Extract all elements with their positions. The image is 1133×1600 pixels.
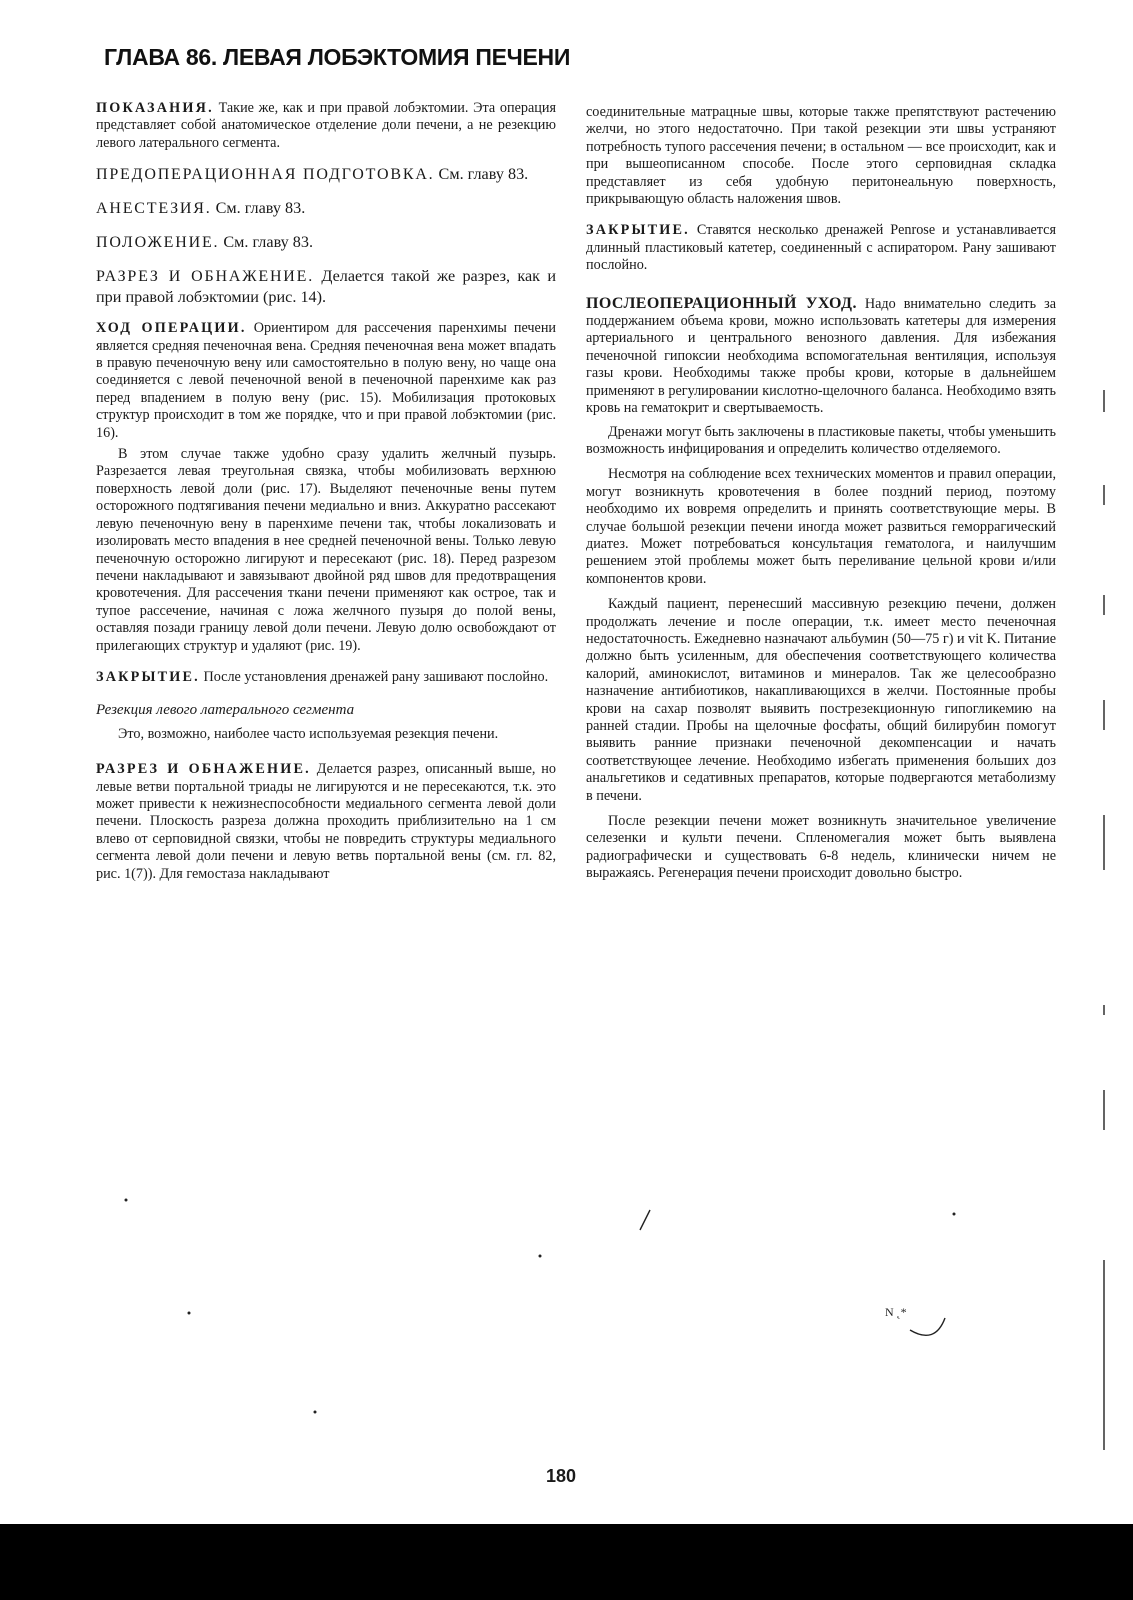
closure-right-paragraph [586,222,1056,274]
incision2-heading: РАЗРЕЗ И ОБНАЖЕНИЕ. [96,761,311,778]
prep-text: См. главу 83. [434,165,529,184]
anesthesia-heading: АНЕСТЕЗИЯ. [96,200,212,218]
position-text: См. главу 83. [219,233,314,252]
indications-heading: ПОКАЗАНИЯ. [96,100,214,116]
course-text: Ориентиром для рассечения паренхимы печени является средняя печеночная вена. Средняя печеночная вена может впадать в правую печеночную вену или самостоятельно в полую вену, но чаще она соединяется с левой печеночной веной в печеночной паренхиме как раз перед впадением в полую вену (рис. 15). Мобилизация протоковых структур происходит в том же порядке, что и при правой лобэктомии (рис. 16). [96,320,556,441]
incision2-text: Делается разрез, описанный выше, но левые ветви портальной триады не лигируются и не пересекаются, т.к. это может привести к нежизнеспособности медиального сегмента левой доли печени. Плоскость разреза должна проходить приблизительно на 1 см влево от серповидной связки, чтобы не повредить структуры медиального сегмента левой доли печени и левую ветвь портальной вены (см. гл. 82, рис. 1(7)). Для гемостаза накладывают [96,761,556,882]
spleen-paragraph: После резекции печени может возникнуть значительное увеличение селезенки и культи печени. Спленомегалия может быть выявлена радиографически и существовать 6-8 недель, клинически ничем не выражаясь. Регенерация печени происходит довольно быстро. [586,813,1056,882]
left-column [96,100,556,895]
incision-paragraph [96,266,556,307]
incision-text: Делается такой же разрез, как и при правой лобэктомии (рис. 14). [96,267,556,307]
closure-right-heading: ЗАКРЫТИЕ. [586,222,690,239]
course-heading: ХОД ОПЕРАЦИИ. [96,320,247,337]
chapter-title: ГЛАВА 86. ЛЕВАЯ ЛОБЭКТОМИЯ ПЕЧЕНИ [104,44,571,70]
position-heading: ПОЛОЖЕНИЕ. [96,234,220,252]
course-paragraph-2: В этом случае также удобно сразу удалить желчный пузырь. Разрезается левая треугольная связка, чтобы мобилизовать верхнюю поверхность левой доли (рис. 17). Выделяют печеночные вены путем осторожного подтягивания печени медиально и вниз. Аккуратно рассекают левую печеночную вену в паренхиме печени так, чтобы локализовать и изолировать место впадения в нее средней печеночной вены. Только левую печеночную осторожно лигируют и пересекают (рис. 18). Перед разрезом печени накладывают и завязывают двойной ряд швов для предотвращения кровотечения. Для рассечения ткани печени применяют как острое, так и тупое рассечение, начиная с ложа желчного пузыря до полой вены, оставляя позади границу левой доли печени. Левую долю освобождают от прилегающих структур и удаляют (рис. 19). [96,446,556,654]
prep-paragraph [96,164,556,185]
svg-text:N ˛*: N ˛* [885,1305,907,1319]
bleeding-paragraph: Несмотря на соблюдение всех технических моментов и правил операции, могут возникнуть кровотечения в более поздний период, поэтому необходимо их вовремя определить и принять соответствующие меры. В случае большой резекции печени иногда может развиться геморрагический диатез. Может потребоваться консультация гематолога, и наилучшим решением этой проблемы может быть переливание цельной крови и/или компонентов крови. [586,466,1056,587]
right-column [586,104,1056,891]
position-paragraph [96,232,556,253]
postop-paragraph [586,295,1056,418]
continued-paragraph: соединительные матрацные швы, которые также препятствуют растечению желчи, но этого недостаточно. При такой резекции эти швы устраняют потребность тупого рассечения печени; в остальном — все происходит, как и при вышеописанном способе. После этого серповидная складка представляет из себя удобную перитонеальную поверхность, прикрывающую область наложения швов. [586,104,1056,208]
scan-border [0,1524,1133,1600]
indications-paragraph [96,100,556,152]
closure-paragraph [96,669,556,686]
drains-paragraph: Дренажи могут быть заключены в пластиковые пакеты, чтобы уменьшить возможность инфицирования и определить количество отделяемого. [586,423,1056,457]
closure-right-text: Ставятся несколько дренажей Penrose и устанавливается длинный пластиковый катетер, соединенный с аспиратором. Рану зашивают послойно. [586,222,1056,274]
closure-text: После установления дренажей рану зашивают послойно. [199,668,549,685]
incision-heading: РАЗРЕЗ И ОБНАЖЕНИЕ. [96,268,315,286]
lateral-paragraph: Это, возможно, наиболее часто используемая резекция печени. [118,725,499,742]
course-paragraph [96,320,556,442]
anesthesia-text: См. главу 83. [211,199,306,218]
page-number: 180 [546,1466,577,1486]
lateral-section-title: Резекция левого латерального сегмента [96,702,355,719]
anesthesia-paragraph [96,198,556,219]
patient-care-paragraph: Каждый пациент, перенесший массивную резекцию печени, должен продолжать лечение и после операции, т.к. имеет место печеночная недостаточность. Ежедневно назначают альбумин (50—75 г) и vit K. Питание должно быть усиленным, для обеспечения соответствующего количества калорий, аминокислот, витаминов и минералов. Так же целесообразно назначение антибиотиков, накапливающихся в желчи. Постоянные пробы крови на сахар позволят выявить пострезекционную гипогликемию на ранней стадии. Пробы на щелочные фосфаты, общий билирубин помогут выявить ранние признаки печеночной декомпенсации и начать соответствующее лечение. Необходимо избегать применения больших доз анальгетиков и седативных препаратов, которые подвергаются метаболизму в печени. [586,596,1056,804]
prep-heading: ПРЕДОПЕРАЦИОННАЯ ПОДГОТОВКА. [96,166,435,184]
postop-heading: ПОСЛЕОПЕРАЦИОННЫЙ УХОД. [586,294,857,312]
closure-heading: ЗАКРЫТИЕ. [96,668,200,685]
incision2-paragraph [96,761,556,883]
indications-text: Такие же, как и при правой лобэктомии. Эта операция представляет собой анатомическое отделение доли печени, а не резекцию левого латерального сегмента. [96,100,556,151]
postop-text: Надо внимательно следить за поддержанием объема крови, можно использовать катетеры для измерения артериального и центрального венозного давления. Для избежания печеночной гипоксии необходима вспомогательная вентиляция, используя газы крови. Необходимы также пробы крови, которые в дальнейшем применяют в регулировании кислотно-щелочного баланса. Необходимо взять кровь на гематокрит и свертываемость. [586,295,1056,417]
